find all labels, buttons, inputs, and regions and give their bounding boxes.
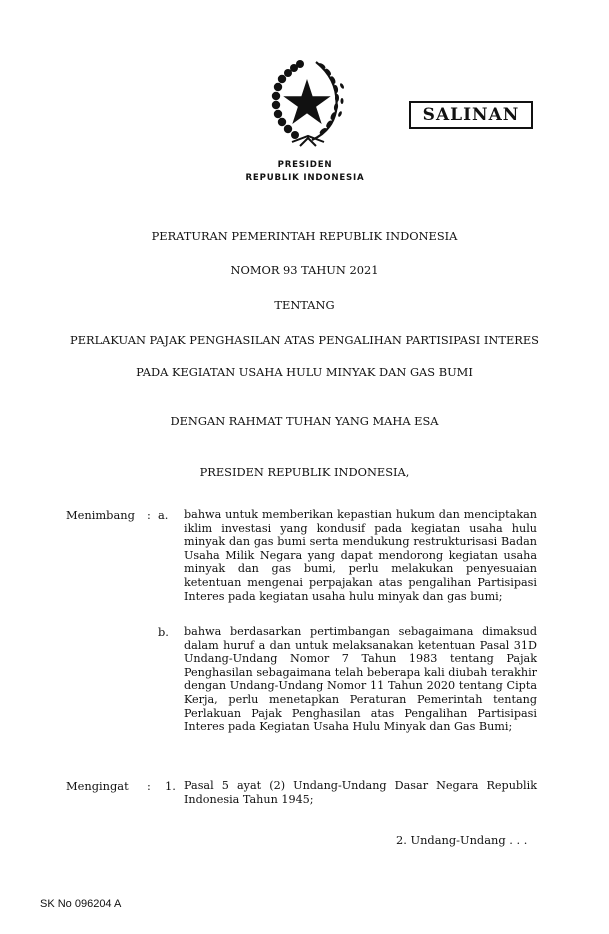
salinan-stamp: SALINAN (409, 101, 533, 129)
regulation-number: NOMOR 93 TAHUN 2021 (230, 263, 379, 277)
office-title-line2: REPUBLIK INDONESIA (245, 173, 365, 183)
regulation-subject-line2: PADA KEGIATAN USAHA HULU MINYAK DAN GAS BUMI (136, 365, 473, 379)
mengingat-item-1-text: Pasal 5 ayat (2) Undang-Undang Dasar Negara Republik Indonesia Tahun 1945; (184, 779, 537, 806)
menimbang-item-b-marker: b. (158, 625, 169, 639)
menimbang-item-a-text: bahwa untuk memberikan kepastian hukum dan menciptakan iklim investasi yang kondusif pada kegiatan usaha hulu minyak dan gas bumi serta mendukung restrukturisasi Badan Usaha Milik Negara yang dapat mendorong kegiatan usaha minyak dan gas bumi, perlu melakukan penyesuaian ketentuan mengenai perpajakan atas pengalihan Partisipasi Interes pada kegiatan usaha hulu minyak dan gas bumi; (184, 508, 537, 603)
menimbang-label: Menimbang (66, 508, 135, 522)
page-continuation: 2. Undang-Undang . . . (396, 833, 528, 847)
menimbang-colon: : (147, 508, 151, 522)
preamble-presiden: PRESIDEN REPUBLIK INDONESIA, (199, 465, 410, 479)
sk-number: SK No 096204 A (40, 898, 122, 910)
mengingat-label: Mengingat (66, 779, 129, 793)
regulation-tentang: TENTANG (274, 298, 335, 312)
preamble-rahmat: DENGAN RAHMAT TUHAN YANG MAHA ESA (170, 414, 439, 428)
mengingat-item-1-marker: 1. (165, 779, 176, 793)
regulation-subject-line1: PERLAKUAN PAJAK PENGHASILAN ATAS PENGALIHAN PARTISIPASI INTERES (70, 333, 539, 347)
presidential-emblem-icon (270, 56, 346, 150)
regulation-title: PERATURAN PEMERINTAH REPUBLIK INDONESIA (151, 229, 458, 243)
menimbang-item-b-text: bahwa berdasarkan pertimbangan sebagaimana dimaksud dalam huruf a dan untuk melaksanakan ketentuan Pasal 31D Undang-Undang Nomor 7 Tahun 1983 tentang Pajak Penghasilan sebagaimana telah beberapa kali diubah terakhir dengan Undang-Undang Nomor 11 Tahun 2020 tentang Cipta Kerja, perlu menetapkan Peraturan Pemerintah tentang Perlakuan Pajak Penghasilan atas Pengalihan Partisipasi Interes pada Kegiatan Usaha Hulu Minyak dan Gas Bumi; (184, 625, 537, 734)
mengingat-colon: : (147, 779, 151, 793)
menimbang-item-a-marker: a. (158, 508, 169, 522)
office-title-line1: PRESIDEN (277, 160, 333, 170)
